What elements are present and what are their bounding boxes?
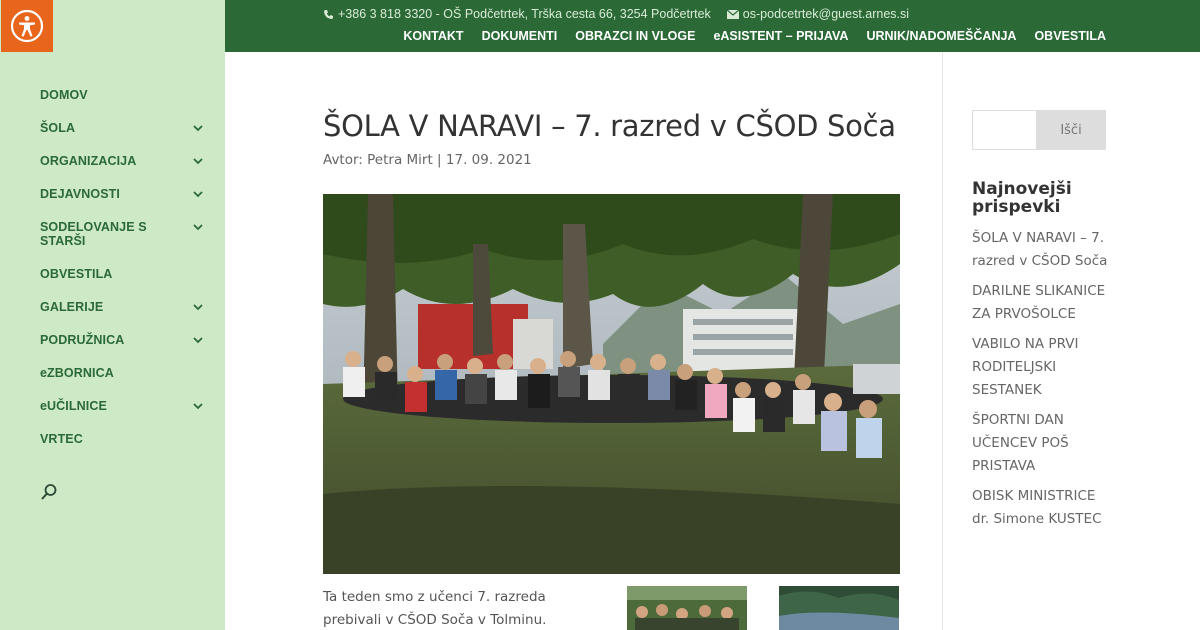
- nav-item-label: DOMOV: [40, 88, 88, 102]
- accessibility-button[interactable]: [1, 0, 53, 52]
- chevron-down-icon[interactable]: [192, 399, 204, 413]
- top-header: [225, 0, 1200, 52]
- accessibility-icon: [10, 9, 44, 43]
- post-body: Ta teden smo z učenci 7. razreda prebivali v CŠOD Soča v Tolminu.: [323, 589, 547, 628]
- topnav-kontakt[interactable]: KONTAKT: [403, 29, 464, 43]
- topnav-dokumenti[interactable]: DOKUMENTI: [481, 29, 558, 43]
- contact-info: [323, 7, 909, 21]
- chevron-down-icon[interactable]: [192, 187, 204, 201]
- topnav-easistent[interactable]: eASISTENT – PRIJAVA: [713, 29, 849, 43]
- featured-photo[interactable]: [323, 194, 900, 574]
- recent-post-link[interactable]: OBISK MINISTRICE dr. Simone KUSTEC: [972, 488, 1102, 527]
- secondary-nav: [403, 29, 1106, 43]
- phone-info: [323, 7, 711, 21]
- nav-item-domov[interactable]: [40, 88, 208, 102]
- chevron-down-icon[interactable]: [192, 333, 204, 347]
- nav-item-label: eZBORNICA: [40, 366, 114, 380]
- topnav-obrazci[interactable]: OBRAZCI IN VLOGE: [575, 29, 696, 43]
- main-nav: [40, 88, 208, 465]
- search-button[interactable]: Išči: [1036, 110, 1106, 150]
- recent-post-link[interactable]: VABILO NA PRVI RODITELJSKI SESTANEK: [972, 336, 1079, 398]
- gallery-thumbnail[interactable]: [779, 586, 899, 630]
- search-input[interactable]: [972, 110, 1036, 150]
- nav-item-organizacija[interactable]: [40, 154, 208, 168]
- nav-item-label: DEJAVNOSTI: [40, 187, 120, 201]
- recent-post-link[interactable]: ŠOLA V NARAVI – 7. razred v CŠOD Soča: [972, 230, 1108, 269]
- nav-item-label: OBVESTILA: [40, 267, 113, 281]
- topnav-urnik[interactable]: URNIK/NADOMEŠČANJA: [866, 29, 1017, 43]
- chevron-down-icon[interactable]: [192, 300, 204, 314]
- nav-item-dejavnosti[interactable]: [40, 187, 208, 201]
- nav-item-podruznica[interactable]: [40, 333, 208, 347]
- gallery-thumbnail[interactable]: [627, 586, 747, 630]
- chevron-down-icon[interactable]: [192, 121, 204, 135]
- sidebar-divider: [942, 52, 943, 630]
- nav-item-galerije[interactable]: [40, 300, 208, 314]
- nav-item-label: VRTEC: [40, 432, 83, 446]
- nav-item-obvestila[interactable]: [40, 267, 208, 281]
- nav-item-label: ORGANIZACIJA: [40, 154, 137, 168]
- email-info[interactable]: [727, 7, 909, 21]
- nav-item-sodelovanje[interactable]: [40, 220, 208, 248]
- phone-icon: [323, 9, 334, 20]
- nav-item-eucilnice[interactable]: [40, 399, 208, 413]
- chevron-down-icon[interactable]: [192, 154, 204, 168]
- recent-posts-list: [972, 227, 1112, 538]
- email-link[interactable]: os-podcetrtek@guest.arnes.si: [742, 7, 910, 21]
- post-title: ŠOLA V NARAVI – 7. razred v CŠOD Soča: [323, 109, 896, 143]
- post-content: [323, 100, 900, 168]
- recent-posts-title: Najnovejši prispevki: [972, 179, 1072, 217]
- recent-post-link[interactable]: ŠPORTNI DAN UČENCEV POŠ PRISTAVA: [972, 412, 1069, 474]
- search-form: [972, 110, 1106, 150]
- nav-item-label: PODRUŽNICA: [40, 333, 125, 347]
- post-meta: Avtor: Petra Mirt | 17. 09. 2021: [323, 152, 532, 168]
- left-sidebar: [0, 0, 225, 630]
- recent-post-link[interactable]: DARILNE SLIKANICE ZA PRVOŠOLCE: [972, 283, 1106, 322]
- nav-item-label: GALERIJE: [40, 300, 104, 314]
- envelope-icon: [727, 10, 739, 19]
- nav-item-sola[interactable]: [40, 121, 208, 135]
- nav-item-label: eUČILNICE: [40, 399, 107, 413]
- chevron-down-icon[interactable]: [192, 220, 204, 234]
- search-icon[interactable]: [40, 483, 58, 501]
- nav-item-label: SODELOVANJE S STARŠI: [40, 220, 147, 248]
- topnav-obvestila[interactable]: OBVESTILA: [1034, 29, 1106, 43]
- nav-item-vrtec[interactable]: [40, 432, 208, 446]
- nav-item-ezbornica[interactable]: [40, 366, 208, 380]
- nav-item-label: ŠOLA: [40, 121, 76, 135]
- phone-text: +386 3 818 3320 - OŠ Podčetrtek, Trška cesta 66, 3254 Podčetrtek: [338, 7, 711, 21]
